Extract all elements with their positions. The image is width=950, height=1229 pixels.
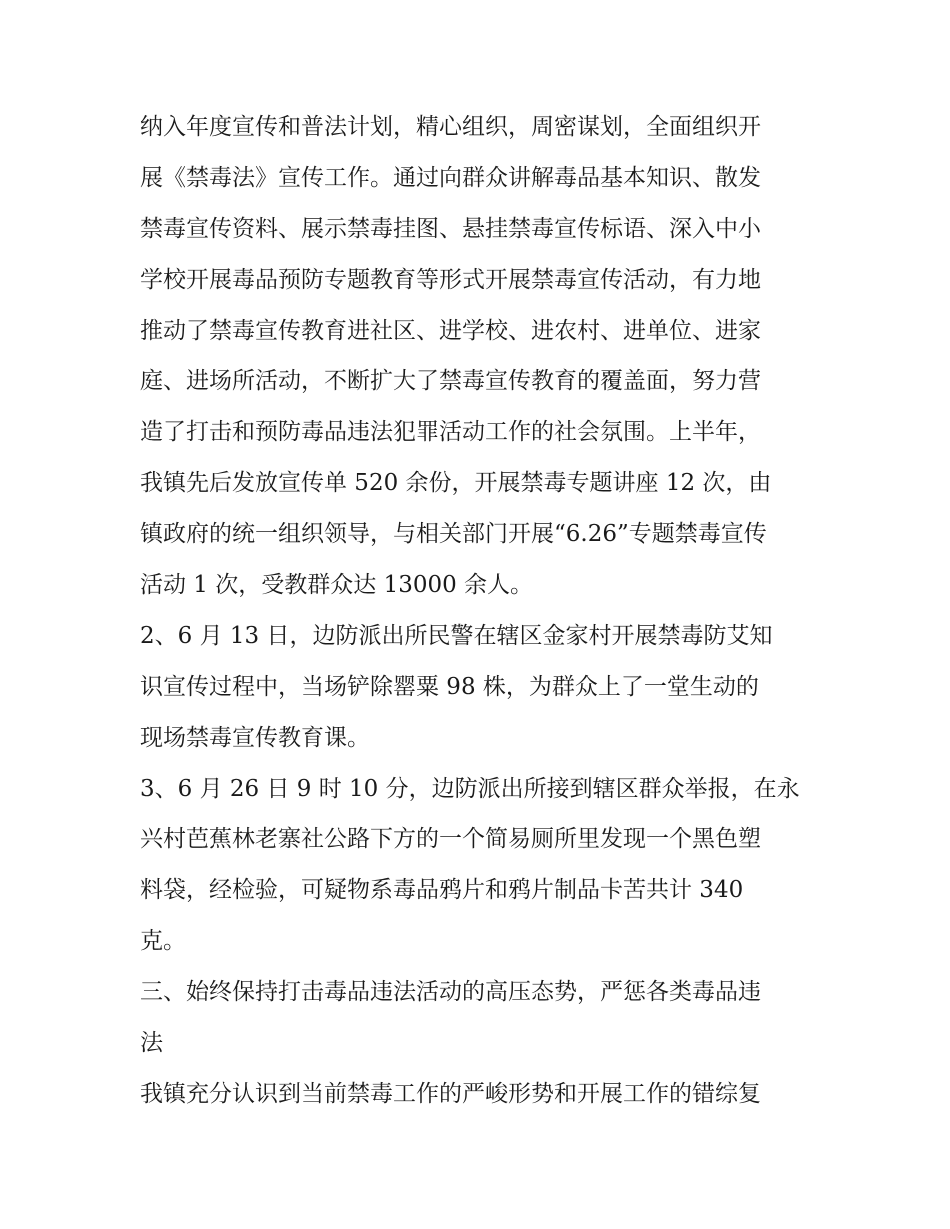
text-line: 我镇先后发放宣传单 520 余份，开展禁毒专题讲座 12 次，由 — [140, 470, 772, 497]
text-line: 展《禁毒法》宣传工作。通过向群众讲解毒品基本知识、散发 — [140, 164, 761, 191]
text-line: 我镇充分认识到当前禁毒工作的严峻形势和开展工作的错综复 — [140, 1080, 761, 1107]
text-line: 2、6 月 13 日，边防派出所民警在辖区金家村开展禁毒防艾知 — [140, 622, 773, 649]
text-line: 推动了禁毒宣传教育进社区、进学校、进农村、进单位、进家 — [140, 317, 761, 344]
text-line: 活动 1 次，受教群众达 13000 余人。 — [140, 572, 534, 599]
text-line: 3、6 月 26 日 9 时 10 分，边防派出所接到辖区群众举报，在永 — [140, 775, 800, 802]
text-line: 兴村芭蕉林老寨社公路下方的一个简易厕所里发现一个黑色塑 — [140, 826, 761, 853]
text-line: 纳入年度宣传和普法计划，精心组织，周密谋划，全面组织开 — [140, 114, 761, 140]
text-line: 镇政府的统一组织领导，与相关部门开展“6.26”专题禁毒宣传 — [140, 521, 767, 548]
text-line: 识宣传过程中，当场铲除罂粟 98 株，为群众上了一堂生动的 — [140, 673, 759, 700]
text-line: 克。 — [140, 928, 186, 955]
text-line: 禁毒宣传资料、展示禁毒挂图、悬挂禁毒宣传标语、深入中小 — [140, 215, 761, 242]
text-line: 庭、进场所活动，不断扩大了禁毒宣传教育的覆盖面，努力营 — [140, 368, 761, 395]
text-line: 学校开展毒品预防专题教育等形式开展禁毒宣传活动，有力地 — [140, 266, 761, 293]
text-line: 现场禁毒宣传教育课。 — [140, 724, 370, 751]
section-heading-continued: 法 — [140, 1030, 163, 1057]
section-heading: 三、始终保持打击毒品违法活动的高压态势，严惩各类毒品违 — [140, 979, 761, 1006]
document-body — [140, 102, 820, 1120]
text-line: 造了打击和预防毒品违法犯罪活动工作的社会氛围。上半年， — [140, 419, 761, 446]
text-line: 料袋，经检验，可疑物系毒品鸦片和鸦片制品卡苦共计 340 — [140, 877, 744, 904]
